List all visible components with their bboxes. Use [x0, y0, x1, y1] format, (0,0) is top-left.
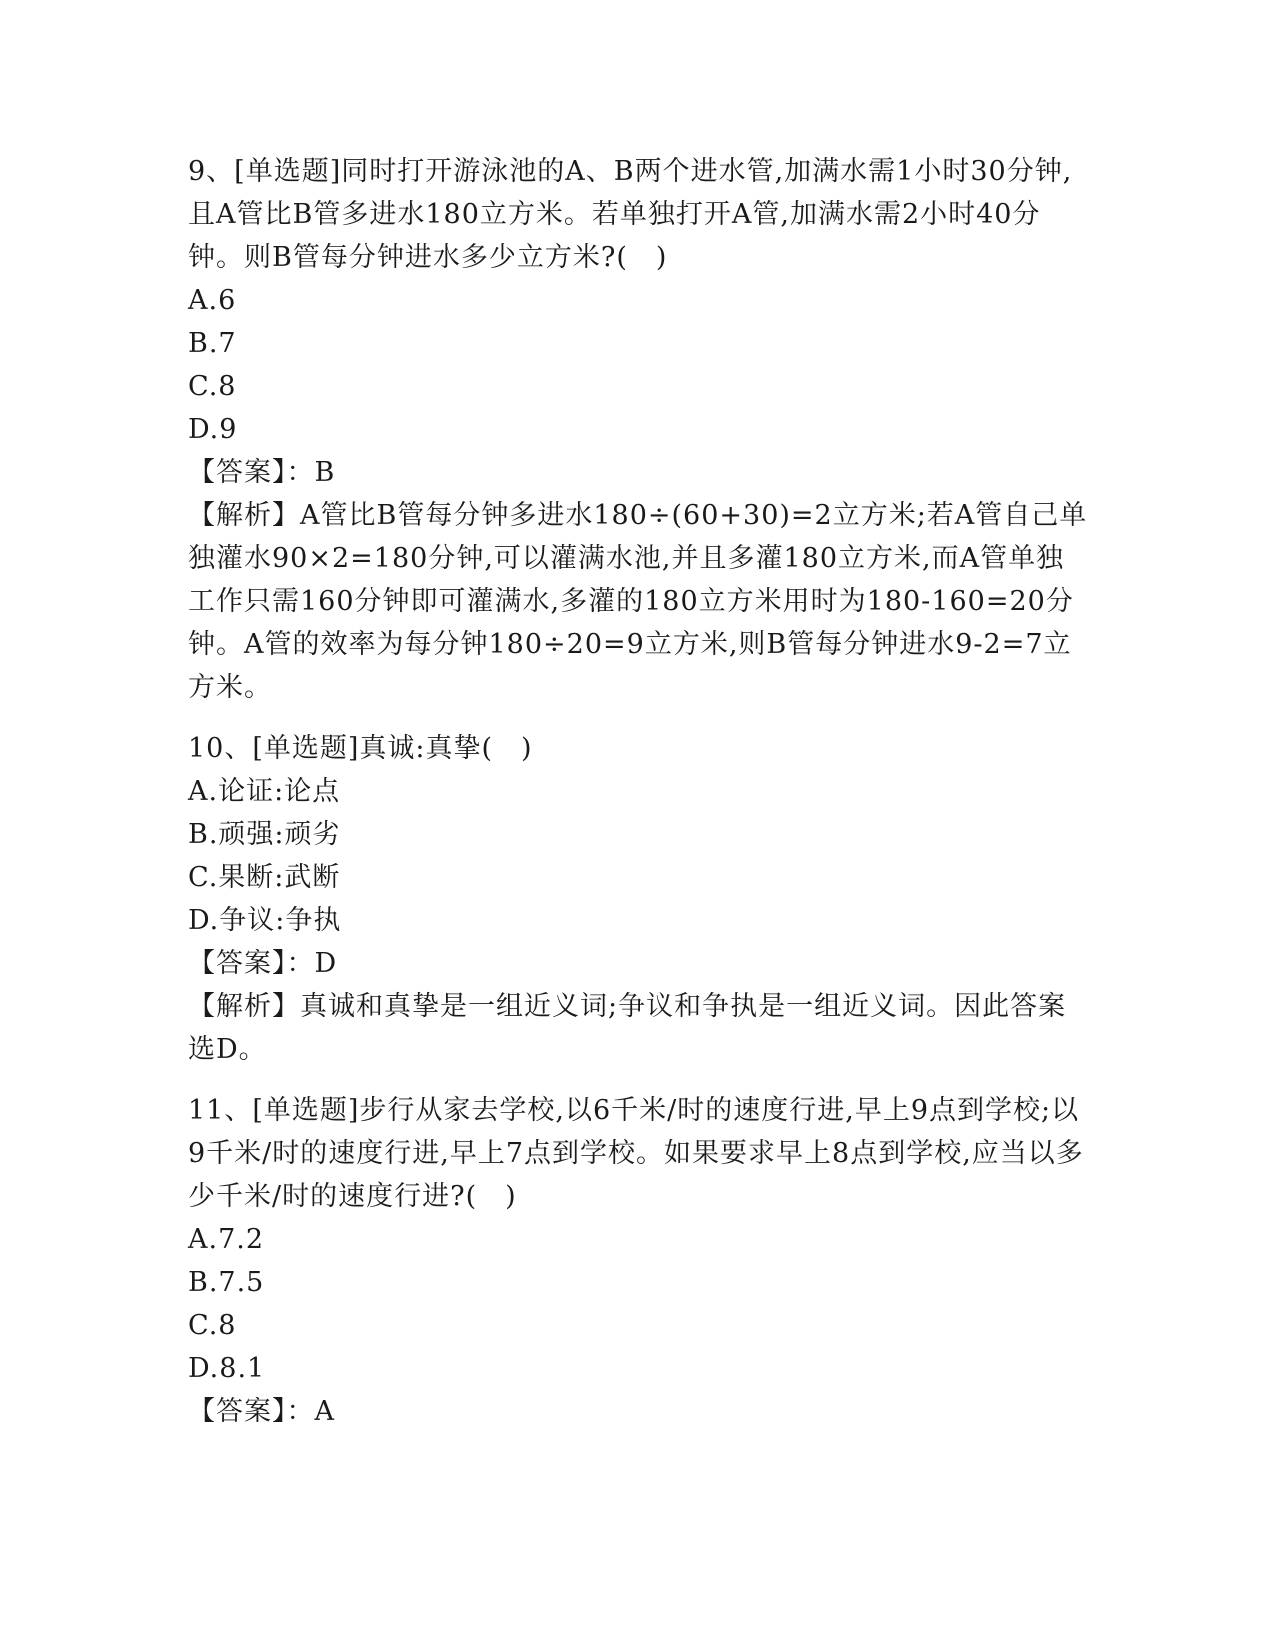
answer-label: 【答案】：	[188, 1396, 315, 1427]
question-11-text: 11、[单选题]步行从家去学校,以6千米/时的速度行进,早上9点到学校;以9千米/时的速度行进,早上7点到学校。如果要求早上8点到学校,应当以多少千米/时的速度行进?( )	[188, 1095, 1084, 1212]
analysis-label: 【解析】	[188, 991, 300, 1022]
answer-value: B	[314, 457, 336, 488]
analysis-text: A管比B管每分钟多进水180÷(60+30)=2立方米;若A管自己单独灌水90×2=180分钟,可以灌满水池,并且多灌180立方米,而A管单独工作只需160分钟即可灌满水,多灌的180立方米用时为180-160=20分钟。A管的效率为每分钟180÷20=9立方米,则B管每分钟进水9-2=7立方米。	[188, 500, 1088, 703]
document-content	[188, 150, 1088, 1451]
question-11-option-d: D.8.1	[188, 1353, 266, 1384]
question-9	[188, 150, 1088, 709]
answer-value: A	[314, 1396, 335, 1427]
question-9-option-c: C.8	[188, 371, 237, 402]
question-11-option-c: C.8	[188, 1310, 237, 1341]
question-9-option-b: B.7	[188, 328, 237, 359]
answer-value: D	[314, 948, 338, 979]
analysis-label: 【解析】	[188, 500, 300, 531]
question-9-option-d: D.9	[188, 414, 238, 445]
question-11	[188, 1089, 1088, 1433]
answer-label: 【答案】：	[188, 948, 315, 979]
answer-label: 【答案】：	[188, 457, 315, 488]
question-9-text: 9、[单选题]同时打开游泳池的A、B两个进水管,加满水需1小时30分钟,且A管比B管多进水180立方米。若单独打开A管,加满水需2小时40分钟。则B管每分钟进水多少立方米?( )	[188, 156, 1073, 273]
question-10	[188, 727, 1088, 1071]
analysis-text: 真诚和真挚是一组近义词;争议和争执是一组近义词。因此答案选D。	[188, 991, 1067, 1065]
question-11-option-a: A.7.2	[188, 1224, 265, 1255]
question-11-option-b: B.7.5	[188, 1267, 265, 1298]
question-10-text: 10、[单选题]真诚:真挚( )	[188, 733, 533, 764]
question-9-answer	[188, 451, 1088, 494]
question-10-option-b: B.顽强:顽劣	[188, 819, 341, 850]
question-9-analysis	[188, 494, 1088, 709]
question-10-answer	[188, 942, 1088, 985]
question-10-option-a: A.论证:论点	[188, 776, 341, 807]
question-10-option-d: D.争议:争执	[188, 905, 342, 936]
question-10-option-c: C.果断:武断	[188, 862, 341, 893]
question-9-option-a: A.6	[188, 285, 237, 316]
question-10-analysis	[188, 985, 1088, 1071]
question-11-answer	[188, 1390, 1088, 1433]
